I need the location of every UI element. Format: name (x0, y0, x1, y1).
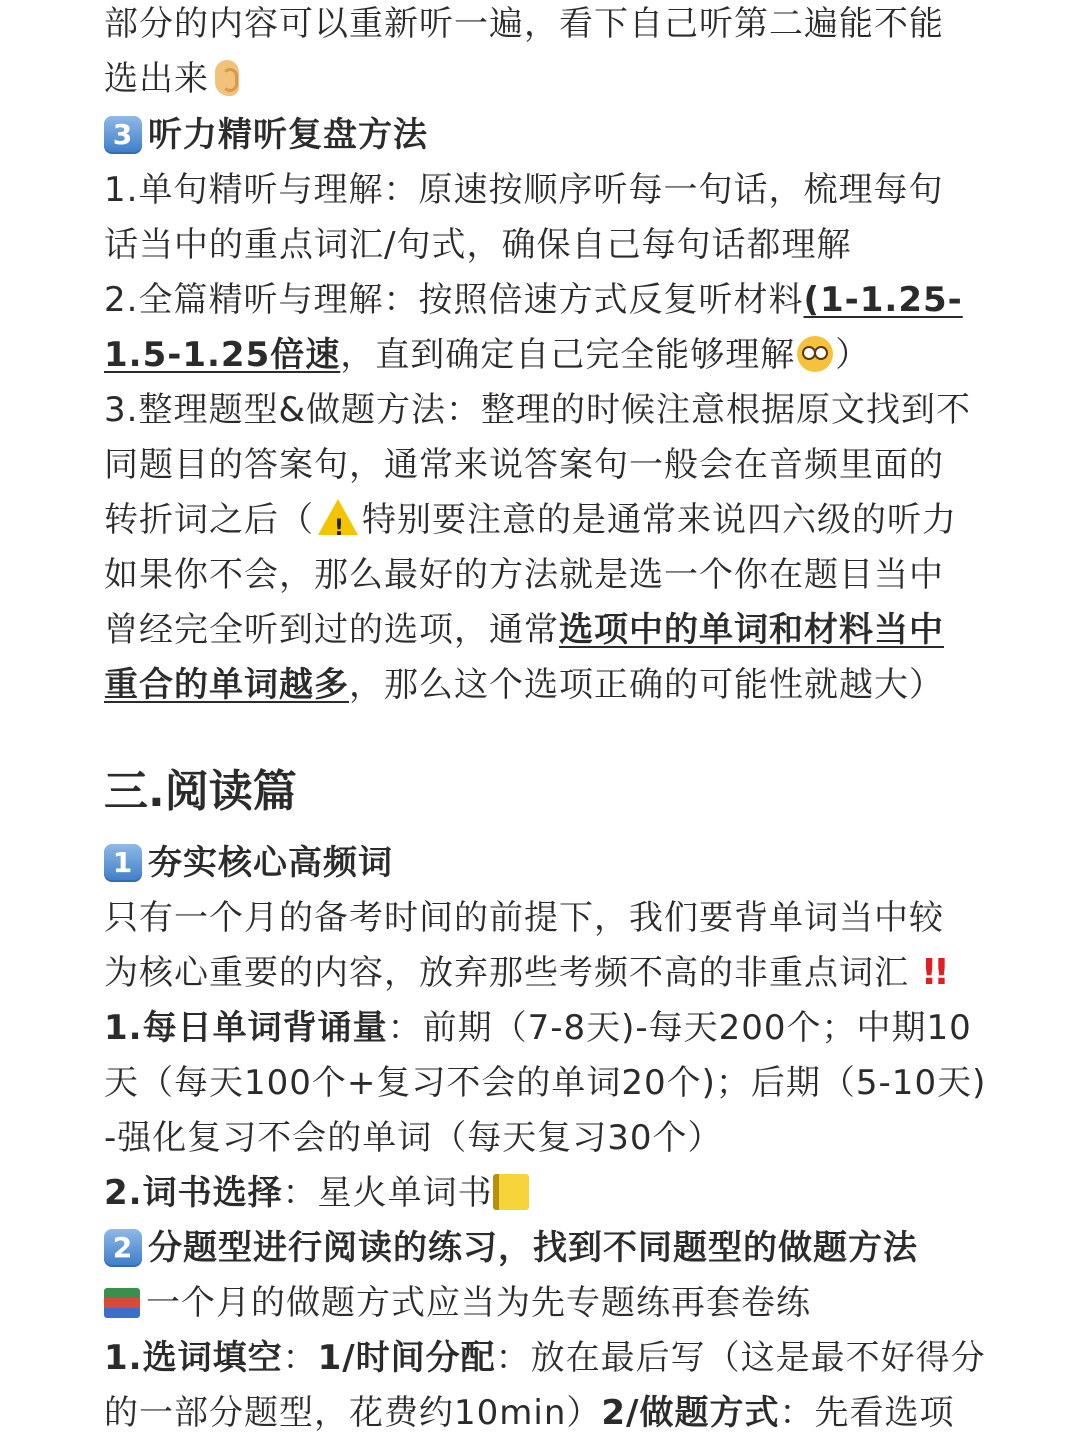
text: ） (835, 335, 871, 375)
text: 话当中的重点词汇/句式，确保自己每句话都理解 (104, 225, 852, 265)
warning-icon (318, 499, 358, 541)
subheading-core-words (104, 841, 393, 885)
subheading-question-types (104, 1226, 918, 1270)
text: -强化复习不会的单词（每天复习30个） (104, 1118, 723, 1158)
text-line (104, 223, 851, 267)
text: 只有一个月的备考时间的前提下，我们要背单词当中较 (104, 898, 944, 938)
text-line (104, 1336, 986, 1380)
text: 天（每天100个+复习不会的单词20个)；后期（5-10天) (104, 1063, 987, 1103)
nerd-face-icon (797, 336, 833, 372)
text: 部分的内容可以重新听一遍，看下自己听第二遍能不能 (104, 4, 944, 44)
text: ，直到确定自己完全能够理解 (340, 335, 796, 375)
text-line (104, 896, 944, 940)
text: 1.单句精听与理解：原速按顺序听每一句话，梳理每句 (104, 170, 944, 210)
double-exclamation-icon: !! (920, 952, 946, 993)
text-line (104, 951, 946, 995)
text: ： (282, 1338, 318, 1378)
bold-text: 1/时间分配 (317, 1338, 496, 1378)
text: ：前期（7-8天)-每天200个；中期10 (387, 1008, 972, 1048)
text-line (104, 1171, 529, 1215)
bold-text: 1.每日单词背诵量 (104, 1008, 388, 1048)
text: 为核心重要的内容，放弃那些考频不高的非重点词汇 (104, 953, 909, 993)
text-line (104, 1391, 954, 1435)
keycap-2-icon: 2 (104, 1229, 142, 1267)
ear-icon (215, 60, 239, 96)
bold-text: 2.词书选择 (104, 1173, 283, 1213)
underlined-text: (1-1.25- (803, 280, 963, 320)
text-line (104, 168, 943, 212)
text-line (104, 57, 239, 101)
text-line (104, 1006, 972, 1050)
subheading-text: 听力精听复盘方法 (148, 115, 428, 155)
bold-text: 2/做题方式 (601, 1393, 780, 1433)
bold-text: 1.选词填空 (104, 1338, 283, 1378)
warning-mark: ! (334, 516, 346, 541)
text-line (104, 388, 971, 432)
text: 同题目的答案句，通常来说答案句一般会在音频里面的 (104, 445, 944, 485)
text: ：放在最后写（这是最不好得分 (495, 1338, 986, 1378)
keycap-1-icon: 1 (104, 844, 142, 882)
text: 一个月的做题方式应当为先专题练再套卷练 (146, 1283, 811, 1323)
text: 曾经完全听到过的选项，通常 (104, 610, 559, 650)
text: ：先看选项 (779, 1393, 955, 1433)
books-icon (104, 1288, 140, 1318)
text: 2.全篇精听与理解：按照倍速方式反复听材料 (104, 280, 804, 320)
text: 转折词之后（ (104, 500, 314, 540)
text-line (104, 1061, 986, 1105)
text-line (104, 2, 944, 46)
notebook-icon (493, 1174, 529, 1210)
text-line (104, 1281, 811, 1325)
text: 选出来 (104, 59, 209, 99)
text-line (104, 278, 963, 322)
text-line (104, 498, 957, 542)
text: 的一部分题型，花费约10min） (104, 1393, 602, 1433)
underlined-text: 选项中的单词和材料当中 (559, 610, 944, 650)
text-line (104, 1116, 723, 1160)
text-line (104, 553, 944, 597)
subheading-text: 夯实核心高频词 (148, 843, 393, 883)
text: 3.整理题型&做题方法：整理的时候注意根据原文找到不 (104, 390, 971, 430)
text: ：星火单词书 (282, 1173, 493, 1213)
text-line (104, 663, 944, 707)
text: 如果你不会，那么最好的方法就是选一个你在题目当中 (104, 555, 944, 595)
text: ，那么这个选项正确的可能性就越大） (349, 665, 944, 705)
text-line (104, 333, 870, 377)
subheading-text: 分题型进行阅读的练习，找到不同题型的做题方法 (148, 1228, 918, 1268)
text: 特别要注意的是通常来说四六级的听力 (362, 500, 957, 540)
keycap-3-icon: 3 (104, 116, 142, 154)
underlined-text: 1.5-1.25倍速 (104, 335, 341, 375)
subheading-listening-review (104, 113, 428, 157)
underlined-text: 重合的单词越多 (104, 665, 349, 705)
text-line (104, 608, 944, 652)
text-line (104, 443, 944, 487)
section-title-reading: 三.阅读篇 (104, 766, 297, 817)
